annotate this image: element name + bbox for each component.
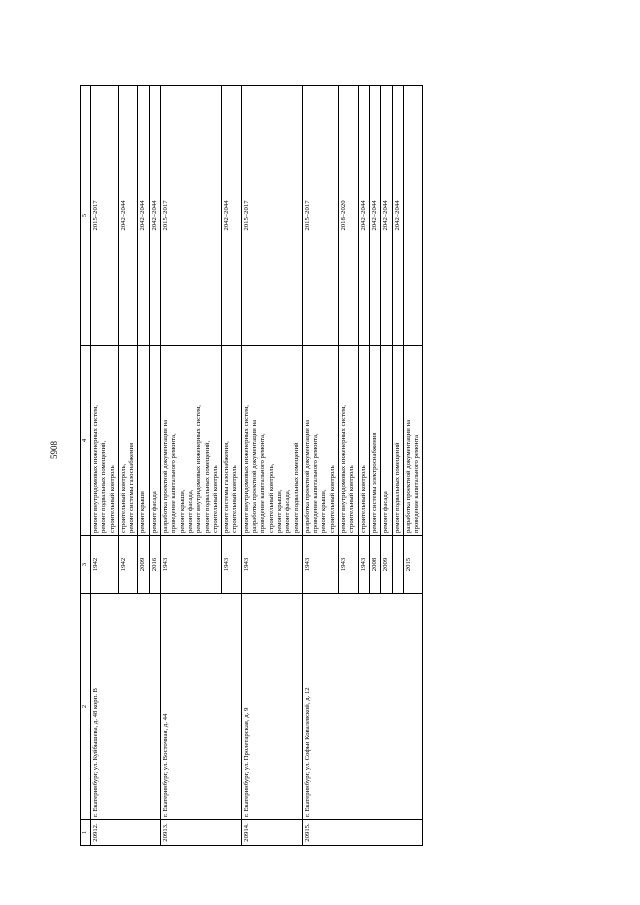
works-cell xyxy=(91,346,119,536)
year-cell: 1942 xyxy=(118,536,138,594)
works-cell xyxy=(138,346,149,536)
works-cell xyxy=(369,346,380,536)
year-cell: 1943 xyxy=(358,536,369,594)
works-cell xyxy=(222,346,242,536)
year-cell: 2009 xyxy=(138,536,149,594)
period-cell: 2042–2044 xyxy=(222,86,242,346)
work-item: ремонт подвальных помещений, xyxy=(100,440,108,533)
work-item: разработка проектной документации на xyxy=(251,419,259,533)
record-address: г. Екатеринбург, ул. Пролетарская, д. 9 xyxy=(241,594,302,820)
header-col-4: 4 xyxy=(81,346,91,536)
work-item: ремонт внутридомовых инженерных систем, xyxy=(242,405,250,533)
works-cell xyxy=(358,346,369,536)
work-item: ремонт внутридомовых инженерных систем, xyxy=(195,405,203,533)
table-row xyxy=(91,86,119,846)
work-item: ремонт системы электроснабжения xyxy=(370,432,378,533)
work-item: ремонт подвальных помещений, xyxy=(203,440,211,533)
works-cell xyxy=(302,346,338,536)
year-cell: 1943 xyxy=(339,536,359,594)
work-item: разработка проектной документации на xyxy=(404,419,412,533)
work-item: разработка проектной документации на xyxy=(162,419,170,533)
work-item: ремонт внутридомовых инженерных систем, xyxy=(340,405,348,533)
header-row xyxy=(81,86,91,846)
works-cell xyxy=(403,346,423,536)
works-cell xyxy=(241,346,302,536)
work-item: ремонт подвальных помещений xyxy=(292,442,300,533)
work-item: ремонт внутридомовых инженерных систем, xyxy=(92,405,99,533)
work-item: ремонт системы газоснабжения, xyxy=(223,441,231,533)
work-item: строительный контроль, xyxy=(119,463,127,533)
table-body xyxy=(91,86,423,846)
header-col-5: 5 xyxy=(81,86,91,346)
work-item: ремонт крыши, xyxy=(178,489,186,533)
header-col-1: 1 xyxy=(81,820,91,846)
header-col-3: 3 xyxy=(81,536,91,594)
works-cell xyxy=(118,346,138,536)
work-item: строительный контроль, xyxy=(267,463,275,533)
page-number: 5908 xyxy=(49,441,59,459)
work-item: строительный контроль xyxy=(328,465,336,533)
table-row xyxy=(161,86,222,846)
work-item: ремонт крыши, xyxy=(275,489,283,533)
year-cell: 2016 xyxy=(149,536,160,594)
period-cell: 2042–2044 xyxy=(369,86,380,346)
year-cell: 1943 xyxy=(161,536,222,594)
work-item: ремонт подвальных помещений xyxy=(393,442,401,533)
table-row xyxy=(302,86,338,846)
record-number: 20913. xyxy=(161,820,242,846)
works-cell xyxy=(149,346,160,536)
work-item: ремонт фасада xyxy=(382,491,390,533)
period-cell: 2042–2044 xyxy=(118,86,138,346)
work-item: строительный контроль xyxy=(359,465,367,533)
works-cell xyxy=(392,346,403,536)
work-item: ремонт фасада, xyxy=(284,489,292,533)
header-col-2: 2 xyxy=(81,594,91,820)
works-cell xyxy=(381,346,392,536)
period-cell: 2015–2017 xyxy=(91,86,119,346)
year-cell: 1942 xyxy=(91,536,119,594)
year-cell: 2009 xyxy=(381,536,392,594)
work-item: проведение капитального ремонта, xyxy=(170,433,178,533)
work-item: ремонт крыши xyxy=(139,491,147,533)
record-address: г. Екатеринбург, ул. Восточная, д. 44 xyxy=(161,594,242,820)
work-item: строительный контроль xyxy=(211,465,219,533)
period-cell: 2042–2044 xyxy=(138,86,149,346)
work-item: ремонт фасада xyxy=(150,491,158,533)
work-item: проведение капитального ремонта xyxy=(413,435,421,533)
work-item: строительный контроль xyxy=(231,465,239,533)
year-cell: 1943 xyxy=(241,536,302,594)
period-cell: 2015–2017 xyxy=(302,86,338,346)
period-cell: 2015–2017 xyxy=(241,86,302,346)
period-cell: 2042–2044 xyxy=(392,86,403,346)
work-item: строительный контроль xyxy=(108,465,116,533)
record-address: г. Екатеринбург, ул. Софьи Ковалевской, д. 12 xyxy=(302,594,423,820)
year-cell: 2008 xyxy=(369,536,380,594)
repair-schedule-table xyxy=(80,85,423,846)
year-cell xyxy=(392,536,403,594)
rotated-page xyxy=(80,86,550,846)
work-item: ремонт системы газоснабжения xyxy=(128,442,136,533)
work-item: ремонт крыши, xyxy=(320,489,328,533)
record-number: 20915. xyxy=(302,820,423,846)
record-number: 20914. xyxy=(241,820,302,846)
year-cell: 1943 xyxy=(222,536,242,594)
table-row xyxy=(241,86,302,846)
period-cell: 2018–2020 xyxy=(339,86,359,346)
work-item: проведение капитального ремонта, xyxy=(259,433,267,533)
work-item: разработка проектной документации на xyxy=(303,419,311,533)
work-item: ремонт фасада, xyxy=(186,489,194,533)
period-cell: 2015–2017 xyxy=(161,86,222,346)
period-cell: 2042–2044 xyxy=(149,86,160,346)
period-cell xyxy=(403,86,423,346)
work-item: проведение капитального ремонта, xyxy=(312,433,320,533)
work-item: строительный контроль xyxy=(348,465,356,533)
works-cell xyxy=(339,346,359,536)
period-cell: 2042–2044 xyxy=(358,86,369,346)
record-number: 20912. xyxy=(91,820,161,846)
period-cell: 2042–2044 xyxy=(381,86,392,346)
year-cell: 2015 xyxy=(403,536,423,594)
works-cell xyxy=(161,346,222,536)
year-cell: 1943 xyxy=(302,536,338,594)
record-address: г. Екатеринбург, ул. Куйбышева, д. 48 корп. В xyxy=(91,594,161,820)
